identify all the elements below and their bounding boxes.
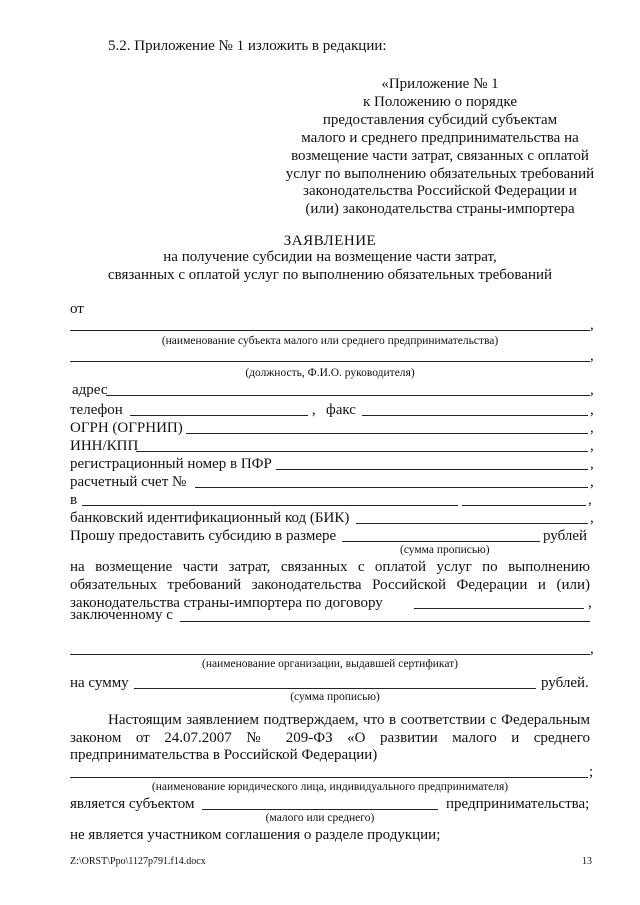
from-label: от (70, 301, 84, 317)
comma: , (590, 456, 594, 472)
semicolon: ; (589, 764, 594, 780)
request-label: Прошу предоставить субсидию в размере (70, 528, 337, 544)
bank-in-label: в (70, 492, 78, 508)
subject-size-line (202, 809, 438, 810)
phone-label: телефон (70, 402, 123, 418)
head-name-line (70, 361, 590, 362)
hint-entity: (наименование субъекта малого или среднего предпринимательства) (161, 335, 499, 347)
hint-legal: (наименование юридического лица, индивидуального предпринимателя) (151, 781, 509, 793)
comma: , (590, 438, 594, 454)
appendix-line: к Положению о порядке (363, 94, 517, 110)
appendix-line: «Приложение № 1 (381, 76, 499, 92)
appendix-line: законодательства Российской Федерации и (303, 183, 577, 199)
bank-name-line-2 (462, 505, 586, 506)
pfr-line (276, 469, 588, 470)
hint-head: (должность, Ф.И.О. руководителя) (245, 367, 415, 379)
bik-label: банковский идентификационный код (БИК) (70, 510, 350, 526)
comma: , (588, 595, 592, 611)
rubles-label: рублей (543, 528, 588, 544)
bank-name-line (82, 505, 458, 506)
appendix-line: предоставления субсидий субъектам (322, 112, 558, 128)
amendment-heading: 5.2. Приложение № 1 изложить в редакции: (108, 38, 387, 54)
sum-label: на сумму (70, 675, 129, 691)
fax-label: факс (326, 402, 356, 418)
comma: , (312, 402, 316, 418)
entity-name-line (70, 330, 590, 331)
concluded-label: заключенному с (70, 607, 173, 623)
comma: , (590, 474, 594, 490)
concluded-line (180, 621, 590, 622)
comma: , (590, 641, 594, 657)
confirm-line: законом от 24.07.2007 № 209-ФЗ «О развитии малого и среднего (70, 730, 590, 746)
fax-line (362, 415, 588, 416)
document-subtitle: связанных с оплатой услуг по выполнению обязательных требований (107, 267, 553, 283)
subject-label: является субъектом (70, 796, 195, 812)
phone-line (130, 415, 308, 416)
rubles-dot-label: рублей. (541, 675, 589, 691)
entrepreneurship-label: предпринимательства; (446, 796, 590, 812)
legal-name-line (70, 777, 588, 778)
confirm-line: Настоящим заявлением подтверждаем, что в соответствии с Федеральным (108, 712, 590, 728)
comma: , (588, 492, 592, 508)
inn-label: ИНН/КПП (70, 438, 139, 454)
hint-sum-words: (сумма прописью) (400, 544, 490, 556)
appendix-line: малого и среднего предпринимательства на (301, 130, 579, 146)
address-label: адрес (72, 382, 108, 398)
document-subtitle: на получение субсидии на возмещение части затрат, (163, 249, 497, 265)
comma: , (590, 402, 594, 418)
sum-line (134, 688, 536, 689)
account-line (195, 487, 588, 488)
confirm-last: предпринимательства в Российской Федерации) (70, 747, 378, 763)
bik-line (356, 523, 588, 524)
inn-line (136, 451, 588, 452)
page-number: 13 (582, 856, 592, 867)
paragraph-line: на возмещение части затрат, связанных с оплатой услуг по выполнению (70, 559, 590, 575)
not-participant: не является участником соглашения о разделе продукции; (70, 827, 441, 843)
subsidy-amount-line (342, 541, 540, 542)
paragraph-line: обязательных требований законодательства Российской Федерации и (или) (70, 577, 590, 593)
hint-size: (малого или среднего) (265, 812, 375, 824)
comma: , (590, 382, 594, 398)
org-name-line (70, 654, 590, 655)
comma: , (590, 510, 594, 526)
hint-sum-words-2: (сумма прописью) (290, 691, 380, 703)
address-line (106, 395, 590, 396)
footer-file-path: Z:\ORST\Ppo\1127p791.f14.docx (70, 856, 206, 867)
contract-label: законодательства страны-импортера по договору (70, 595, 383, 611)
ogrn-line (186, 433, 588, 434)
comma: , (590, 317, 594, 333)
appendix-line: услуг по выполнению обязательных требований (285, 166, 595, 182)
pfr-label: регистрационный номер в ПФР (70, 456, 272, 472)
appendix-line: возмещение части затрат, связанных с оплатой (291, 148, 589, 164)
ogrn-label: ОГРН (ОГРНИП) (70, 420, 183, 436)
contract-line (414, 608, 584, 609)
appendix-line: (или) законодательства страны-импортера (305, 201, 575, 217)
document-title: ЗАЯВЛЕНИЕ (283, 233, 377, 249)
hint-org: (наименование организации, выдавшей сертификат) (201, 658, 459, 670)
comma: , (590, 348, 594, 364)
account-label: расчетный счет № (70, 474, 187, 490)
comma: , (590, 420, 594, 436)
